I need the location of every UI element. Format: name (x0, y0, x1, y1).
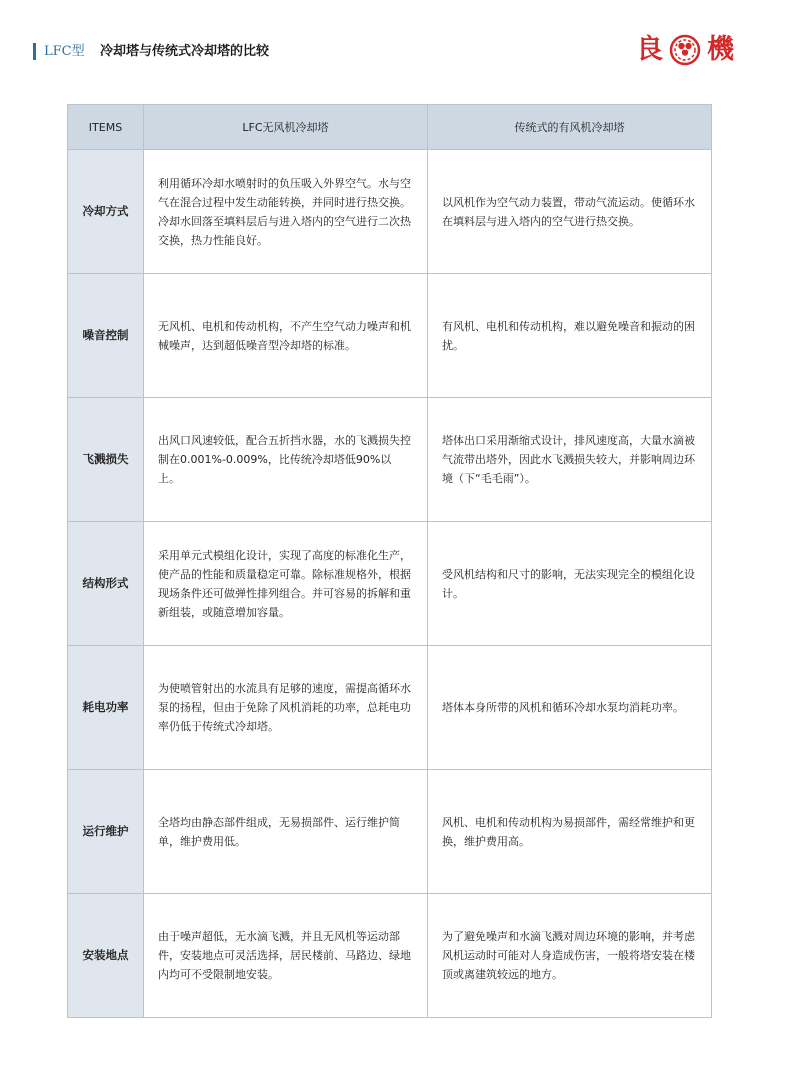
table-row (68, 770, 712, 894)
model-label: LFC型 (44, 44, 85, 59)
table-row (68, 646, 712, 770)
row-item-label: 耗电功率 (68, 646, 144, 770)
table-row (68, 522, 712, 646)
lfc-cell: 利用循环冷却水喷射时的负压吸入外界空气。水与空气在混合过程中发生动能转换，并同时进行热交换。冷却水回落至填料层后与进入塔内的空气进行二次热交换，热力性能良好。 (144, 150, 428, 274)
comparison-table-wrapper (67, 104, 711, 1018)
row-item-label: 安装地点 (68, 894, 144, 1018)
lfc-cell: 为使喷管射出的水流具有足够的速度，需提高循环水泵的扬程，但由于免除了风机消耗的功率，总耗电功率仍低于传统式冷却塔。 (144, 646, 428, 770)
table-header-row (68, 105, 712, 150)
header-items: ITEMS (68, 105, 144, 150)
lfc-cell: 无风机、电机和传动机构，不产生空气动力噪声和机械噪声，达到超低噪音型冷却塔的标准。 (144, 274, 428, 398)
traditional-cell: 塔体出口采用渐缩式设计，排风速度高，大量水滴被气流带出塔外，因此水飞溅损失较大，并影响周边环境（下“毛毛雨”）。 (428, 398, 712, 522)
header-accent-bar (33, 43, 36, 60)
row-item-label: 结构形式 (68, 522, 144, 646)
table-row (68, 398, 712, 522)
page-header (0, 0, 800, 80)
row-item-label: 噪音控制 (68, 274, 144, 398)
gear-flower-icon (669, 34, 701, 66)
table-row (68, 274, 712, 398)
traditional-cell: 塔体本身所带的风机和循环冷却水泵均消耗功率。 (428, 646, 712, 770)
table-row (68, 894, 712, 1018)
traditional-cell: 受风机结构和尺寸的影响，无法实现完全的模组化设计。 (428, 522, 712, 646)
brand-char-left: 良 (636, 34, 663, 65)
traditional-cell: 为了避免噪声和水滴飞溅对周边环境的影响，并考虑风机运动时可能对人身造成伤害，一般将塔安装在楼顶或离建筑较远的地方。 (428, 894, 712, 1018)
lfc-cell: 出风口风速较低，配合五折挡水器，水的飞溅损失控制在0.001%-0.009%，比传统冷却塔低90%以上。 (144, 398, 428, 522)
comparison-table (67, 104, 712, 1018)
header-lfc: LFC无风机冷却塔 (144, 105, 428, 150)
traditional-cell: 以风机作为空气动力装置，带动气流运动。使循环水在填料层与进入塔内的空气进行热交换。 (428, 150, 712, 274)
brand-logo (636, 30, 766, 70)
brand-char-right: 機 (707, 34, 734, 65)
row-item-label: 飞溅损失 (68, 398, 144, 522)
traditional-cell: 风机、电机和传动机构为易损部件，需经常维护和更换，维护费用高。 (428, 770, 712, 894)
lfc-cell: 采用单元式模组化设计，实现了高度的标准化生产，使产品的性能和质量稳定可靠。除标准规格外，根据现场条件还可做弹性排列组合。并可容易的拆解和重新组装，或随意增加容量。 (144, 522, 428, 646)
lfc-cell: 由于噪声超低，无水滴飞溅，并且无风机等运动部件，安装地点可灵活选择，居民楼前、马路边、绿地内均可不受限制地安装。 (144, 894, 428, 1018)
row-item-label: 冷却方式 (68, 150, 144, 274)
header-traditional: 传统式的有风机冷却塔 (428, 105, 712, 150)
page-title: 冷却塔与传统式冷却塔的比较 (100, 44, 270, 59)
row-item-label: 运行维护 (68, 770, 144, 894)
lfc-cell: 全塔均由静态部件组成，无易损部件、运行维护简单，维护费用低。 (144, 770, 428, 894)
table-row (68, 150, 712, 274)
traditional-cell: 有风机、电机和传动机构，难以避免噪音和振动的困扰。 (428, 274, 712, 398)
